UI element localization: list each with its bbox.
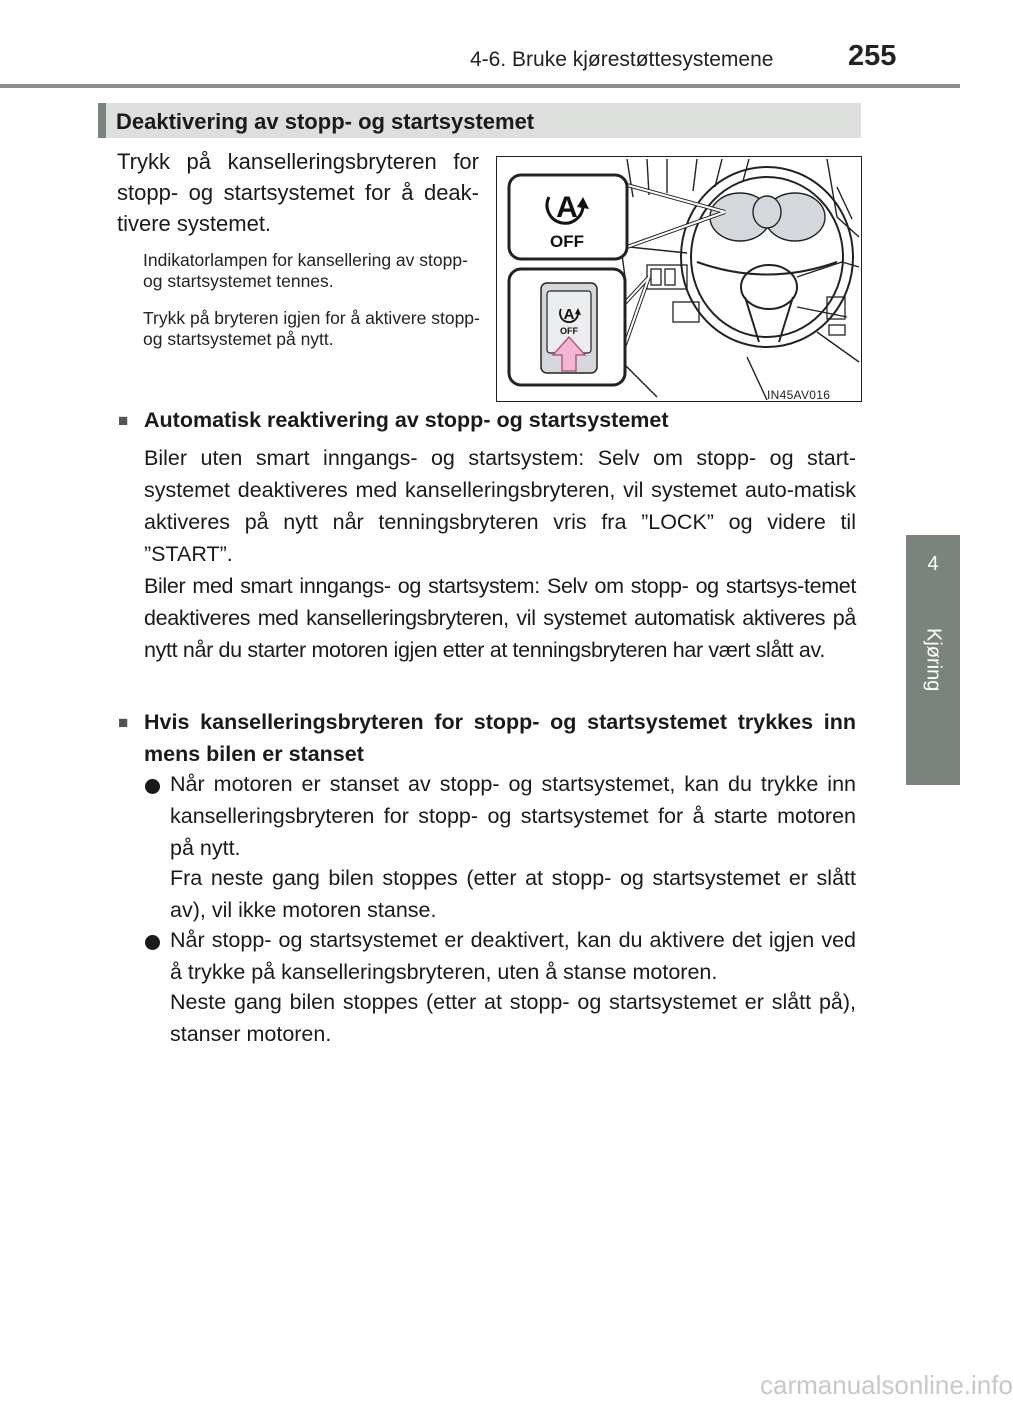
small-button-letter: A [563,306,575,323]
header-rule [0,84,960,88]
section-title: Deaktivering av stopp- og startsystemet [116,109,535,134]
page-number: 255 [848,40,897,72]
bullet-1-text: Når motoren er stanset av stopp- og startsystemet, kan du trykke inn kanselleringsbryteren for stopp- og startsystemet for å starte motoren på nytt. [170,772,856,860]
running-header: 4-6. Bruke kjørestøttesystemene [470,48,774,71]
intro-note-1: Indikatorlampen for kansellering av stopp- og startsystemet tennes. [143,250,468,291]
subsection-title-2: Hvis kanselleringsbryteren for stopp- og startsystemet trykkes inn mens bilen er stanset [144,710,856,766]
small-button-label: OFF [560,326,578,336]
round-bullet-icon [145,935,160,950]
figure-code: IN45AV016 [767,388,831,402]
chapter-number: 4 [927,553,939,575]
dashboard-drawing [497,157,860,400]
dashboard-illustration [496,156,862,402]
large-button-label: OFF [550,232,584,251]
section-heading-accent [98,103,106,138]
subsection-title-1: Automatisk reaktivering av stopp- og startsystemet [144,408,669,432]
bullet-1-note: Fra neste gang bilen stoppes (etter at stopp- og startsystemet er slått av), vil ikke motoren stanse. [170,866,856,922]
bullet-2-note: Neste gang bilen stoppes (etter at stopp- og startsystemet er slått på), stanser motoren. [170,990,856,1046]
round-bullet-icon [145,779,160,794]
square-bullet-icon: ■ [118,411,129,430]
subsection-1-paragraph-1: Biler uten smart inngangs- og startsystem: Selv om stopp- og start-systemet deaktiveres med kanselleringsbryteren, vil systemet auto-matisk aktiveres på nytt når tenningsbryteren vris fra ”LOCK” og videre til ”START”. [144,446,856,566]
steering-wheel [681,167,853,347]
square-bullet-icon: ■ [118,713,129,732]
subsection-1-paragraph-2: Biler med smart inngangs- og startsystem: Selv om stopp- og startsys-temet deaktiveres med kanselleringsbryteren, vil systemet automatisk aktiveres på nytt når du starter motoren igjen etter at tenningsbryteren har vært slått av. [144,574,856,662]
large-button-letter: A [556,191,578,224]
bullet-2-text: Når stopp- og startsystemet er deaktivert, kan du aktivere det igjen ved å trykke på kanselleringsbryteren, uten å stanse motoren. [170,928,856,984]
chapter-label: Kjøring [922,628,945,692]
intro-text: Trykk på kanselleringsbryteren for stopp- og startsystemet for å deak-tivere systemet. [117,149,479,236]
instrument-gauges [710,193,825,241]
intro-note-2: Trykk på bryteren igjen for å aktivere stopp- og startsystemet på nytt. [143,308,480,349]
watermark: carmanualsonline.info [760,1370,1013,1400]
